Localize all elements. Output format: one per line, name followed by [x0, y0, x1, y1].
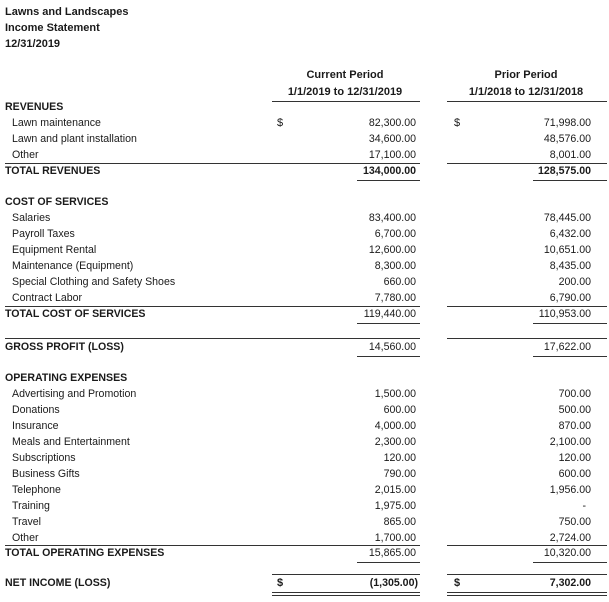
prior-amount: 1,956.00 [549, 484, 591, 496]
total-revenues-prior: 128,575.00 [537, 165, 591, 177]
table-row [0, 212, 609, 228]
total-row [0, 547, 609, 563]
currency-symbol: $ [277, 117, 284, 129]
table-row [0, 420, 609, 436]
table-row [0, 228, 609, 244]
current-amount: 12,600.00 [368, 244, 416, 256]
current-amount: 17,100.00 [368, 149, 416, 161]
prior-amount: 10,651.00 [543, 244, 591, 256]
line-item-label: Training [12, 500, 50, 512]
line-item-label: Maintenance (Equipment) [12, 260, 134, 272]
total-row [0, 308, 609, 324]
currency-symbol: $ [454, 117, 461, 129]
total-cost-current: 119,440.00 [363, 308, 416, 320]
current-amount: 4,000.00 [374, 420, 416, 432]
gross-profit-prior: 17,622.00 [543, 341, 591, 353]
revenues-heading: REVENUES [5, 101, 64, 113]
gross-profit-top-line-prior [447, 338, 607, 339]
table-row [0, 133, 609, 149]
table-row [0, 404, 609, 420]
currency-symbol: $ [454, 577, 461, 589]
prior-amount: 2,100.00 [549, 436, 591, 448]
statement-date: 12/31/2019 [5, 38, 61, 50]
current-period-title: Current Period [306, 69, 384, 81]
opex-heading-row [0, 372, 609, 388]
prior-amount: - [582, 500, 586, 512]
prior-period-range: 1/1/2018 to 12/31/2018 [468, 86, 584, 98]
line-item-label: Other [12, 532, 39, 544]
prior-amount: 71,998.00 [543, 117, 591, 129]
table-row [0, 436, 609, 452]
cost-of-services-heading: COST OF SERVICES [5, 196, 109, 208]
current-amount: 8,300.00 [374, 260, 416, 272]
current-amount: 1,500.00 [374, 388, 416, 400]
revenues-heading-row [0, 101, 609, 117]
net-income-label: NET INCOME (LOSS) [5, 577, 111, 589]
total-row [0, 165, 609, 181]
line-item-label: Subscriptions [12, 452, 76, 464]
prior-period-heading [445, 67, 607, 101]
gross-profit-underline-current [357, 356, 420, 357]
opex-subtotal-line-prior [447, 545, 607, 546]
line-item-label: Lawn maintenance [12, 117, 101, 129]
line-item-label: Equipment Rental [12, 244, 97, 256]
prior-amount: 48,576.00 [543, 133, 591, 145]
current-period-heading [270, 67, 420, 101]
table-row [0, 452, 609, 468]
total-revenues-label: TOTAL REVENUES [5, 165, 101, 177]
prior-amount: 870.00 [558, 420, 591, 432]
table-row [0, 484, 609, 500]
table-row [0, 260, 609, 276]
line-item-label: Lawn and plant installation [12, 133, 137, 145]
current-period-range: 1/1/2019 to 12/31/2019 [287, 86, 403, 98]
net-income-double-underline-current-1 [272, 592, 420, 593]
prior-amount: 8,435.00 [549, 260, 591, 272]
line-item-label: Meals and Entertainment [12, 436, 130, 448]
opex-subtotal-line [5, 545, 420, 546]
net-income-top-line-current [272, 574, 420, 575]
current-amount: 1,700.00 [374, 532, 416, 544]
total-opex-underline-current [357, 562, 420, 563]
gross-profit-label: GROSS PROFIT (LOSS) [5, 341, 124, 353]
table-row [0, 468, 609, 484]
net-income-row [0, 577, 609, 593]
prior-period-title: Prior Period [494, 69, 558, 81]
total-revenues-underline-prior [533, 180, 607, 181]
cost-heading-row [0, 196, 609, 212]
current-amount: 34,600.00 [368, 133, 416, 145]
cost-subtotal-line-prior [447, 306, 607, 307]
prior-amount: 600.00 [558, 468, 591, 480]
company-name: Lawns and Landscapes [5, 6, 129, 18]
current-amount: 2,300.00 [374, 436, 416, 448]
net-income-double-underline-current-2 [272, 595, 420, 596]
current-amount: 660.00 [383, 276, 416, 288]
total-opex-current: 15,865.00 [368, 547, 416, 559]
line-item-label: Business Gifts [12, 468, 80, 480]
statement-title: Income Statement [5, 22, 100, 34]
total-cost-label: TOTAL COST OF SERVICES [5, 308, 146, 320]
line-item-label: Other [12, 149, 39, 161]
prior-amount: 78,445.00 [543, 212, 591, 224]
line-item-label: Payroll Taxes [12, 228, 75, 240]
total-opex-underline-prior [533, 562, 607, 563]
gross-profit-top-line [5, 338, 420, 339]
cost-subtotal-line [5, 306, 420, 307]
net-income-double-underline-prior-1 [447, 592, 607, 593]
current-amount: 1,975.00 [374, 500, 416, 512]
net-income-current: (1,305.00) [369, 577, 418, 589]
prior-amount: 200.00 [558, 276, 591, 288]
current-amount: 83,400.00 [368, 212, 416, 224]
prior-amount: 120.00 [558, 452, 591, 464]
total-opex-label: TOTAL OPERATING EXPENSES [5, 547, 165, 559]
table-row [0, 388, 609, 404]
total-revenues-current: 134,000.00 [362, 165, 416, 177]
current-amount: 7,780.00 [374, 292, 416, 304]
current-amount: 82,300.00 [368, 117, 416, 129]
total-cost-underline-current [357, 323, 420, 324]
gross-profit-row [0, 341, 609, 357]
current-amount: 865.00 [383, 516, 416, 528]
gross-profit-current: 14,560.00 [368, 341, 416, 353]
currency-symbol: $ [277, 577, 284, 589]
table-row [0, 500, 609, 516]
net-income-top-line-prior [447, 574, 607, 575]
table-row [0, 516, 609, 532]
table-row [0, 276, 609, 292]
line-item-label: Special Clothing and Safety Shoes [12, 276, 176, 288]
net-income-double-underline-prior-2 [447, 595, 607, 596]
total-revenues-underline-current [357, 180, 420, 181]
operating-expenses-heading: OPERATING EXPENSES [5, 372, 128, 384]
table-row [0, 244, 609, 260]
prior-amount: 700.00 [558, 388, 591, 400]
line-item-label: Salaries [12, 212, 51, 224]
line-item-label: Advertising and Promotion [12, 388, 137, 400]
line-item-label: Travel [12, 516, 42, 528]
line-item-label: Insurance [12, 420, 59, 432]
prior-amount: 6,790.00 [549, 292, 591, 304]
revenues-subtotal-line-prior [447, 163, 607, 164]
current-amount: 790.00 [383, 468, 416, 480]
table-row [0, 117, 609, 133]
prior-amount: 8,001.00 [549, 149, 591, 161]
line-item-label: Contract Labor [12, 292, 83, 304]
prior-amount: 500.00 [558, 404, 591, 416]
total-cost-prior: 110,953.00 [538, 308, 591, 320]
total-opex-prior: 10,320.00 [543, 547, 591, 559]
gross-profit-underline-prior [533, 356, 607, 357]
line-item-label: Telephone [12, 484, 61, 496]
revenues-subtotal-line [5, 163, 420, 164]
prior-amount: 750.00 [558, 516, 591, 528]
prior-amount: 2,724.00 [549, 532, 591, 544]
current-amount: 2,015.00 [374, 484, 416, 496]
net-income-prior: 7,302.00 [549, 577, 591, 589]
current-amount: 6,700.00 [374, 228, 416, 240]
line-item-label: Donations [12, 404, 60, 416]
current-amount: 600.00 [383, 404, 416, 416]
current-amount: 120.00 [383, 452, 416, 464]
prior-amount: 6,432.00 [549, 228, 591, 240]
total-cost-underline-prior [533, 323, 607, 324]
